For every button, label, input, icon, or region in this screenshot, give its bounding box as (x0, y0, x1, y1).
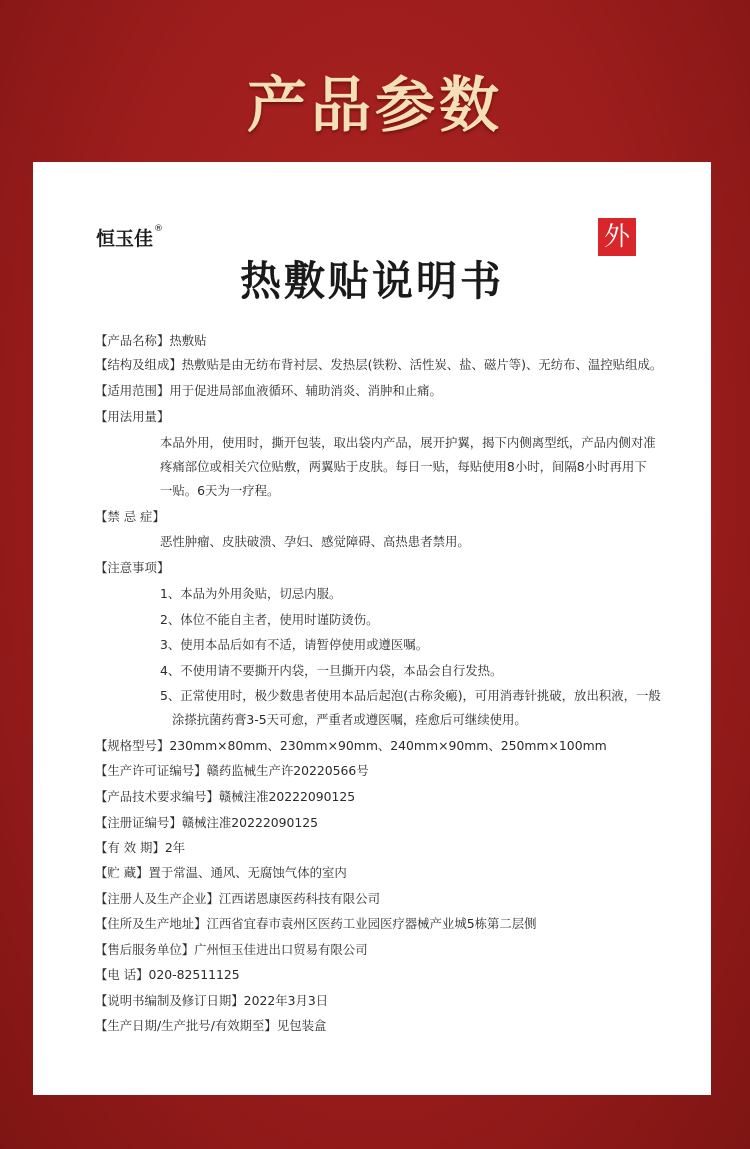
external-use-badge: 外 (598, 218, 636, 256)
precaution-item: 3、使用本品后如有不适，请暂停使用或遵医嘱。 (160, 637, 429, 652)
brand-logo (96, 224, 163, 251)
precaution-item: 1、本品为外用灸贴，切忌内服。 (160, 586, 342, 601)
field-registration-no: 【注册证编号】赣械注准20222090125 (95, 815, 319, 830)
field-precautions: 【注意事项】 (95, 560, 170, 575)
document-title: 热敷贴说明书 (240, 257, 504, 305)
usage-text-line: 一贴。6天为一疗程。 (160, 483, 280, 498)
field-scope: 【适用范围】用于促进局部血液循环、辅助消炎、消肿和止痛。 (95, 383, 442, 398)
precaution-item: 4、不使用请不要撕开内袋，一旦撕开内袋，本品会自行发热。 (160, 663, 503, 678)
field-address: 【住所及生产地址】江西省宜春市袁州区医药工业园医疗器械产业城5栋第二层侧 (95, 916, 537, 931)
usage-text-line: 本品外用，使用时，撕开包装，取出袋内产品，展开护翼，揭下内侧离型纸，产品内侧对准 (160, 435, 656, 450)
precaution-item: 2、体位不能自主者，使用时谨防烫伤。 (160, 612, 379, 627)
field-phone: 【电 话】020-82511125 (95, 967, 240, 982)
field-validity: 【有 效 期】2年 (95, 840, 186, 855)
field-spec: 【规格型号】230mm×80mm、230mm×90mm、240mm×90mm、250mm×100mm (95, 738, 607, 753)
field-after-sales: 【售后服务单位】广州恒玉佳进出口贸易有限公司 (95, 942, 368, 957)
field-contraindications: 【禁 忌 症】 (95, 509, 165, 524)
field-usage-heading: 【用法用量】 (95, 409, 170, 424)
field-tech-requirement: 【产品技术要求编号】赣械注准20222090125 (95, 789, 356, 804)
field-manufacturer: 【注册人及生产企业】江西诺恩康医药科技有限公司 (95, 891, 380, 906)
field-production-license: 【生产许可证编号】赣药监械生产许20220566号 (95, 763, 369, 778)
precaution-item: 5、正常使用时，极少数患者使用本品后起泡(古称灸瘢)，可用消毒针挑破，放出积液，一般 (160, 688, 661, 703)
contraindications-text: 恶性肿瘤、皮肤破溃、孕妇、感觉障碍、高热患者禁用。 (160, 534, 470, 549)
field-revision-date: 【说明书编制及修订日期】2022年3月3日 (95, 993, 329, 1008)
page-header-title: 产品参数 (247, 71, 503, 141)
field-production-date: 【生产日期/生产批号/有效期至】见包装盒 (95, 1018, 327, 1033)
brand-name: 恒玉佳 (96, 228, 154, 250)
registered-mark: ® (154, 224, 164, 234)
usage-text-line: 疼痛部位或相关穴位贴敷，两翼贴于皮肤。每日一贴，每贴使用8小时，间隔8小时再用下 (160, 459, 647, 474)
field-storage: 【贮 藏】置于常温、通风、无腐蚀气体的室内 (95, 865, 347, 880)
instruction-sheet (33, 162, 711, 1095)
precaution-item-cont: 涂搽抗菌药膏3-5天可愈，严重者或遵医嘱，痊愈后可继续使用。 (172, 712, 527, 727)
field-structure: 【结构及组成】热敷贴是由无纺布背衬层、发热层(铁粉、活性炭、盐、磁片等)、无纺布、温控贴组成。 (95, 357, 663, 372)
field-product-name: 【产品名称】热敷贴 (95, 333, 207, 348)
